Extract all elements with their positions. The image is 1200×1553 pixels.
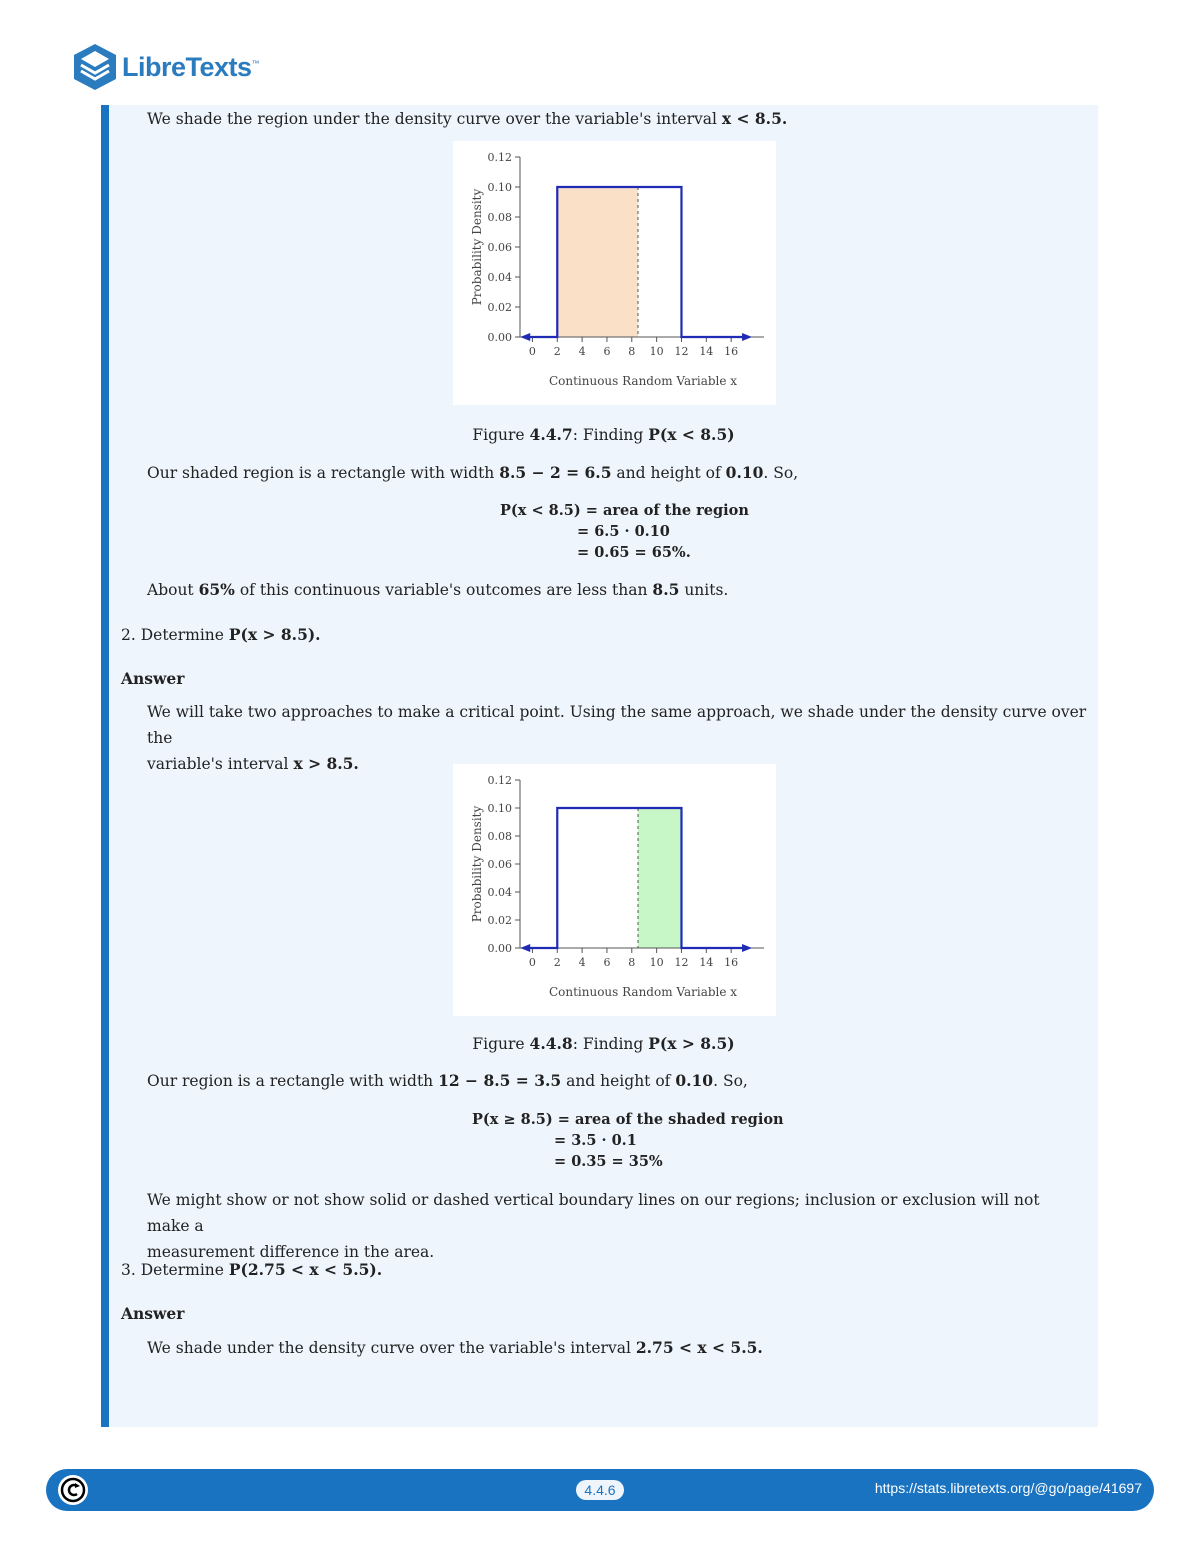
question-2: 2. Determine P(x > 8.5). <box>121 625 321 644</box>
x-tick-label: 2 <box>553 345 561 358</box>
y-tick-label: 0.12 <box>487 151 512 164</box>
figure-2 <box>453 764 776 1016</box>
x-tick-label: 10 <box>649 956 664 969</box>
y-tick-label: 0.08 <box>487 211 512 224</box>
y-tick-label: 0.00 <box>487 942 512 955</box>
uniform-density-chart-left <box>453 141 776 405</box>
y-axis-label: Probability Density <box>470 805 484 923</box>
x-tick-label: 10 <box>649 345 664 358</box>
creative-commons-icon[interactable] <box>58 1475 88 1505</box>
y-tick-label: 0.04 <box>487 271 512 284</box>
figure-1-caption: Figure 4.4.7: Finding P(x < 8.5) <box>472 425 735 444</box>
paragraph-width-2: Our region is a rectangle with width 12 − 8.5 = 3.5 and height of 0.10. So, <box>147 1071 748 1090</box>
question-3: 3. Determine P(2.75 < x < 5.5). <box>121 1260 383 1279</box>
y-tick-label: 0.04 <box>487 886 512 899</box>
y-tick-label: 0.10 <box>487 181 512 194</box>
x-tick-label: 4 <box>578 345 586 358</box>
shaded-region <box>557 187 638 337</box>
answer-label-2[interactable]: Answer <box>121 669 185 688</box>
x-tick-label: 0 <box>528 345 536 358</box>
left-arrowhead <box>520 944 530 952</box>
logo-text: LibreTexts™ <box>122 51 260 82</box>
y-tick-label: 0.06 <box>487 858 512 871</box>
equation-2-line-2: = 3.5 · 0.1 <box>554 1132 637 1149</box>
paragraph-boundary-lines: We might show or not show solid or dashed vertical boundary lines on our regions; inclusion or exclusion will not make a measurement difference in the area. <box>147 1191 1040 1261</box>
x-tick-label: 12 <box>674 956 689 969</box>
density-curve <box>526 808 746 948</box>
equation-2-line-1: P(x ≥ 8.5) = area of the shaded region <box>472 1111 784 1128</box>
y-tick-label: 0.10 <box>487 802 512 815</box>
figure-1 <box>453 141 776 405</box>
paragraph-width-1: Our shaded region is a rectangle with width 8.5 − 2 = 6.5 and height of 0.10. So, <box>147 463 799 482</box>
page-footer <box>46 1469 1154 1511</box>
x-tick-label: 6 <box>603 345 611 358</box>
x-tick-label: 6 <box>603 956 611 969</box>
uniform-density-chart-right <box>453 764 776 1016</box>
left-arrowhead <box>520 333 530 341</box>
y-tick-label: 0.06 <box>487 241 512 254</box>
x-tick-label: 16 <box>724 956 739 969</box>
x-tick-label: 8 <box>628 345 636 358</box>
x-tick-label: 16 <box>724 345 739 358</box>
equation-1-line-2: = 6.5 · 0.10 <box>577 523 670 540</box>
x-tick-label: 14 <box>699 956 714 969</box>
answer-label-3[interactable]: Answer <box>121 1304 185 1323</box>
paragraph-interval-3: We shade under the density curve over the variable's interval 2.75 < x < 5.5. <box>147 1338 763 1357</box>
x-tick-label: 8 <box>628 956 636 969</box>
equation-2-line-3: = 0.35 = 35% <box>554 1153 663 1170</box>
x-axis-label: Continuous Random Variable x <box>548 985 738 999</box>
paragraph-about: About 65% of this continuous variable's outcomes are less than 8.5 units. <box>147 580 729 599</box>
libretexts-cube-icon <box>72 42 118 92</box>
paragraph-intro: We shade the region under the density curve over the variable's interval x < 8.5. <box>147 109 788 128</box>
figure-2-caption: Figure 4.4.8: Finding P(x > 8.5) <box>472 1034 735 1053</box>
page-number: 4.4.6 <box>576 1480 624 1500</box>
x-tick-label: 4 <box>578 956 586 969</box>
page-url-link[interactable]: https://stats.libretexts.org/@go/page/41697 <box>874 1480 1142 1496</box>
equation-1-line-1: P(x < 8.5) = area of the region <box>500 502 749 519</box>
libretexts-logo[interactable] <box>72 40 259 94</box>
x-axis-label: Continuous Random Variable x <box>548 374 738 388</box>
y-tick-label: 0.02 <box>487 301 512 314</box>
y-tick-label: 0.00 <box>487 331 512 344</box>
equation-1-line-3: = 0.65 = 65%. <box>577 544 691 561</box>
x-tick-label: 12 <box>674 345 689 358</box>
x-tick-label: 2 <box>553 956 561 969</box>
x-tick-label: 14 <box>699 345 714 358</box>
right-arrowhead <box>742 944 752 952</box>
y-tick-label: 0.08 <box>487 830 512 843</box>
y-axis-label: Probability Density <box>470 188 484 306</box>
right-arrowhead <box>742 333 752 341</box>
x-tick-label: 0 <box>528 956 536 969</box>
paragraph-two-approaches: We will take two approaches to make a critical point. Using the same approach, we shade under the density curve over the variable's interval x > 8.5. <box>147 703 1087 773</box>
y-tick-label: 0.12 <box>487 774 512 787</box>
shaded-region <box>638 808 681 948</box>
y-tick-label: 0.02 <box>487 914 512 927</box>
content-panel <box>101 105 1098 1427</box>
